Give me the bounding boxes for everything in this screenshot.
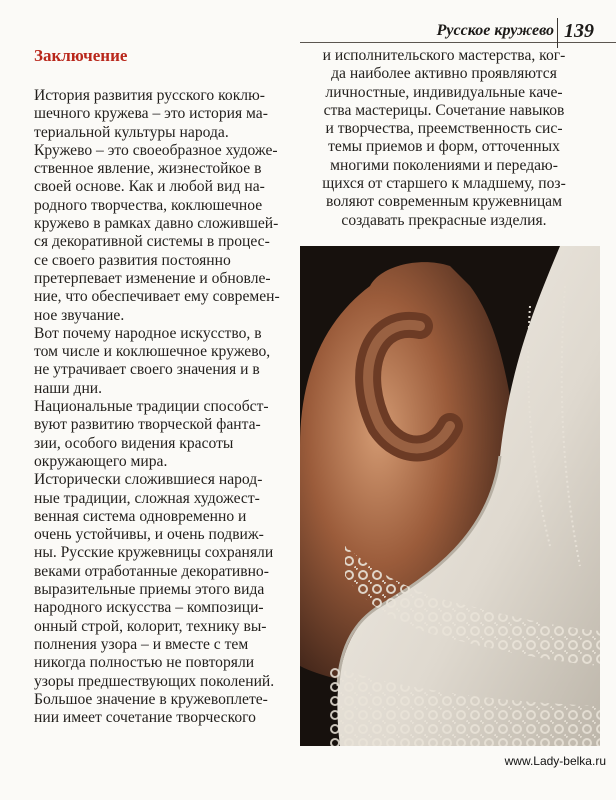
running-header <box>0 6 616 46</box>
section-title: Заключение <box>34 46 128 65</box>
body-text-left-column: История развития русского коклю- шечного кружева – это история ма- териальной культуры народа. Кружево – это своеобразное художе- ственное явление, жизнестойкое в своей основе. Как и любой вид на- родного творчества, коклюшечное кружево в рамках давно сложившей- ся декоративной системы в процес- се своего развития постоянно претерпевает изменение и обновле- ние, что обеспечивает ему современ- ное звучание. Вот почему народное искусство, в том числе и коклюшечное кружево, не утрачивает своего значения и в наши дни. Национальные традиции способст- вуют развитию творческой фанта- зии, особого видения красоты окружающего мира. Исторически сложившиеся народ- ные традиции, сложная художест- венная система одновременно и очень устойчивы, и очень подвиж- ны. Русские кружевницы сохраняли веками отработанные декоративно- выразительные приемы этого вида народного искусства – композици- онный строй, колорит, технику вы- полнения узора – и вместе с тем никогда полностью не повторяли узоры предшествующих поколений. Большое значение в кружевоплете- нии имеет сочетание творческого <box>34 87 280 727</box>
site-watermark-url: www.Lady-belka.ru <box>504 754 606 768</box>
header-divider <box>557 18 558 48</box>
page-number: 139 <box>564 20 594 42</box>
jug-and-lace-illustration <box>300 246 600 746</box>
body-text-right-column: и исполнительского мастерства, ког- да наиболее активно проявляются личностные, индивидуальные каче- ства мастерицы. Сочетание навыков и творчества, преемственность сис- темы приемов и форм, отточенных многими поколениями и передаю- щихся от старшего к младшему, поз- воляют современным кружевницам создавать прекрасные изделия. <box>322 47 566 229</box>
photo-jug-and-lace-towel <box>300 246 600 746</box>
header-title: Русское кружево <box>436 22 554 39</box>
